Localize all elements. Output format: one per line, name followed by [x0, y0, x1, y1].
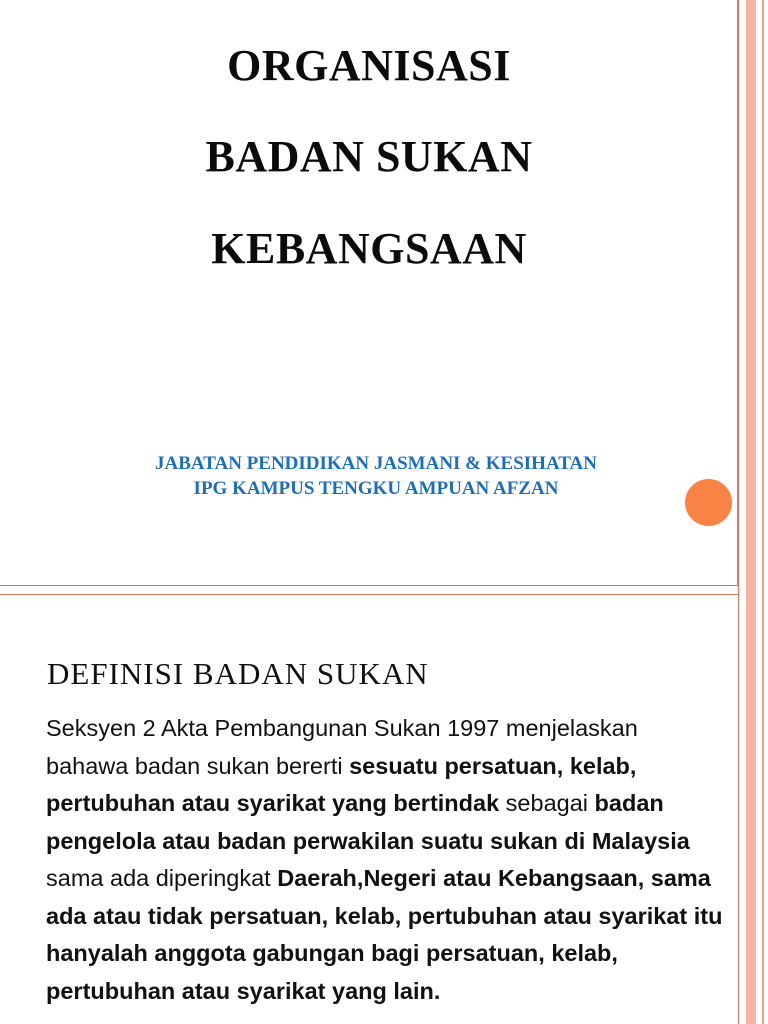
- paragraph-bold-segment: badan pengelola atau badan perwakilan suatu sukan di Malaysia: [46, 790, 690, 854]
- slide-border: [0, 594, 738, 595]
- edge-line: [738, 0, 739, 1024]
- section-heading: DEFINISI BADAN SUKAN: [47, 656, 429, 691]
- edge-band: [746, 0, 756, 1024]
- slide-subtitle-department: JABATAN PENDIDIKAN JASMANI & KESIHATAN: [155, 453, 597, 474]
- definition-paragraph: [46, 710, 726, 1010]
- right-edge-decoration: [738, 0, 768, 1024]
- paragraph-segment: Seksyen 2 Akta Pembangunan Sukan 1997 menjelaskan bahawa badan sukan bererti: [46, 715, 638, 779]
- slide-title-line-2: BADAN SUKAN: [205, 132, 533, 181]
- slide-title-line-1: ORGANISASI: [227, 41, 511, 90]
- slide-title-line-3: KEBANGSAAN: [211, 224, 527, 273]
- slide-subtitle-campus: IPG KAMPUS TENGKU AMPUAN AFZAN: [193, 478, 559, 499]
- paragraph-segment: sebagai: [499, 790, 595, 816]
- orange-circle-decoration: [685, 479, 732, 526]
- paragraph-bold-segment: Daerah,Negeri atau Kebangsaan, sama ada atau tidak persatuan, kelab, pertubuhan atau syarikat itu hanyalah anggota gabungan bagi persatuan, kelab, pertubuhan atau syarikat yang lain.: [46, 865, 723, 1004]
- paragraph-segment: sama ada diperingkat: [46, 865, 278, 891]
- paragraph-bold-segment: sesuatu persatuan, kelab, pertubuhan atau syarikat yang bertindak: [46, 752, 637, 816]
- edge-line: [762, 0, 764, 1024]
- content-slide: [0, 594, 738, 1024]
